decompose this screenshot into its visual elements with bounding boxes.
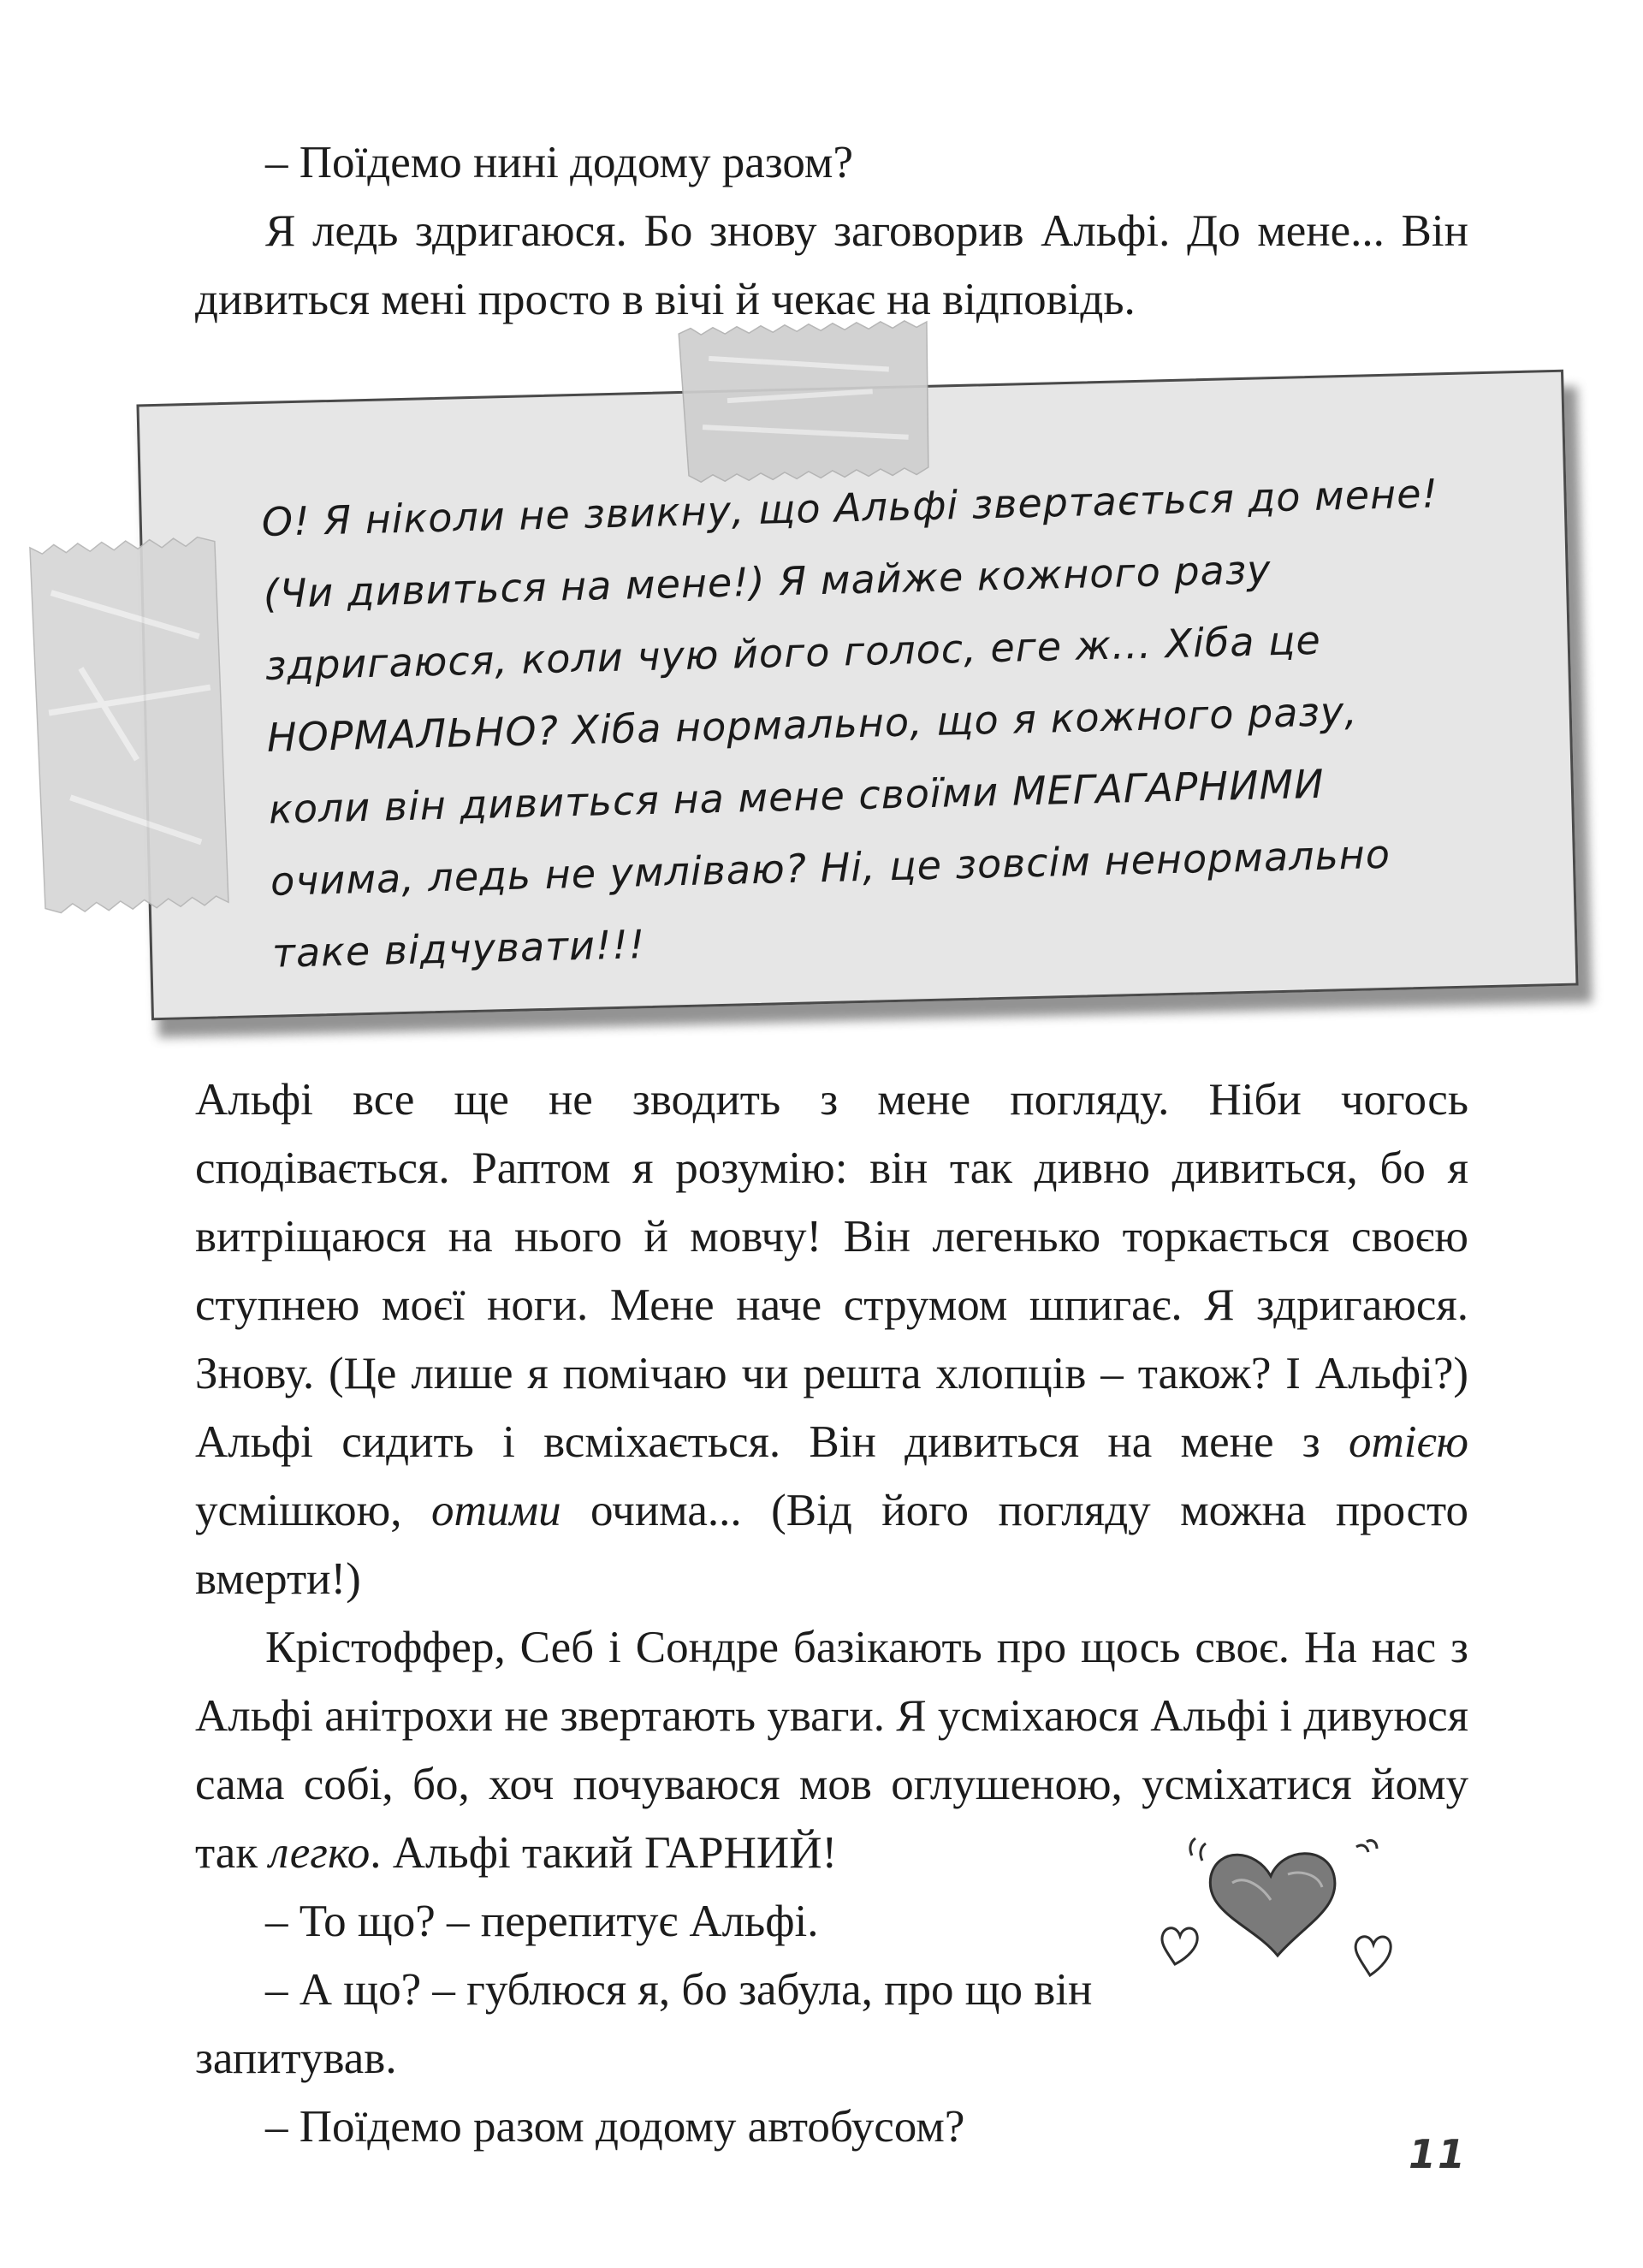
dialogue-line: – То що? – перепитує Альфі. — [265, 1897, 819, 1946]
dialogue-line: – Поїдемо нині додому разом? — [265, 138, 853, 187]
paragraph: Альфі все ще не зводить з мене погляду. Ніби чогось сподівається. Раптом я розумію: він так дивно дивиться, бо я витріщаюся на нього й мовчу! Він легенько торкається своєю ступнею моєї ноги. Мене наче струмом шпигає. Я здригаюся. Знову. (Це лише я помічаю чи решта хлопців – також? І Альфі?) Альфі сидить і всміхається. Він дивиться на мене з отією усмішкою, отими очима... (Від його погляду можна просто вмерти!) — [195, 1075, 1468, 1604]
tape-strip-top — [673, 317, 935, 484]
note-text: О! Я ніколи не звикну, що Альфі звертається до мене! (Чи дивиться на мене!) Я майже кожного разу здригаюся, коли чую його голос, еге ж... Хіба це НОРМАЛЬНО? Хіба нормально, що я кожного разу, коли він дивиться на мене своїми МЕГАГАРНИМИ очима, ледь не умліваю? Ні, це зовсім ненормально таке відчувати!!! — [261, 470, 1439, 977]
page-number: 11 — [1409, 2131, 1468, 2177]
tape-strip-left — [23, 532, 240, 918]
paragraph: Крістоффер, Себ і Сондре базікають про щось своє. На нас з Альфі анітрохи не звертають уваги. Я усміхаюся Альфі і дивуюся сама собі, бо, хоч почуваюся мов оглушеною, усміхатися йому так легко. Альфі такий ГАРНИЙ! — [195, 1623, 1468, 1878]
dialogue-line: – Поїдемо разом додому автобусом? — [265, 2102, 965, 2152]
dialogue-line: – А що? – гублюся я, бо забула, про що він запитував. — [195, 1965, 1093, 2083]
paragraph: Я ледь здригаюся. Бо знову заговорив Альфі. До мене... Він дивиться мені просто в вічі й чекає на відповідь. — [195, 206, 1468, 324]
hearts-doodle-icon — [1151, 1823, 1408, 2020]
